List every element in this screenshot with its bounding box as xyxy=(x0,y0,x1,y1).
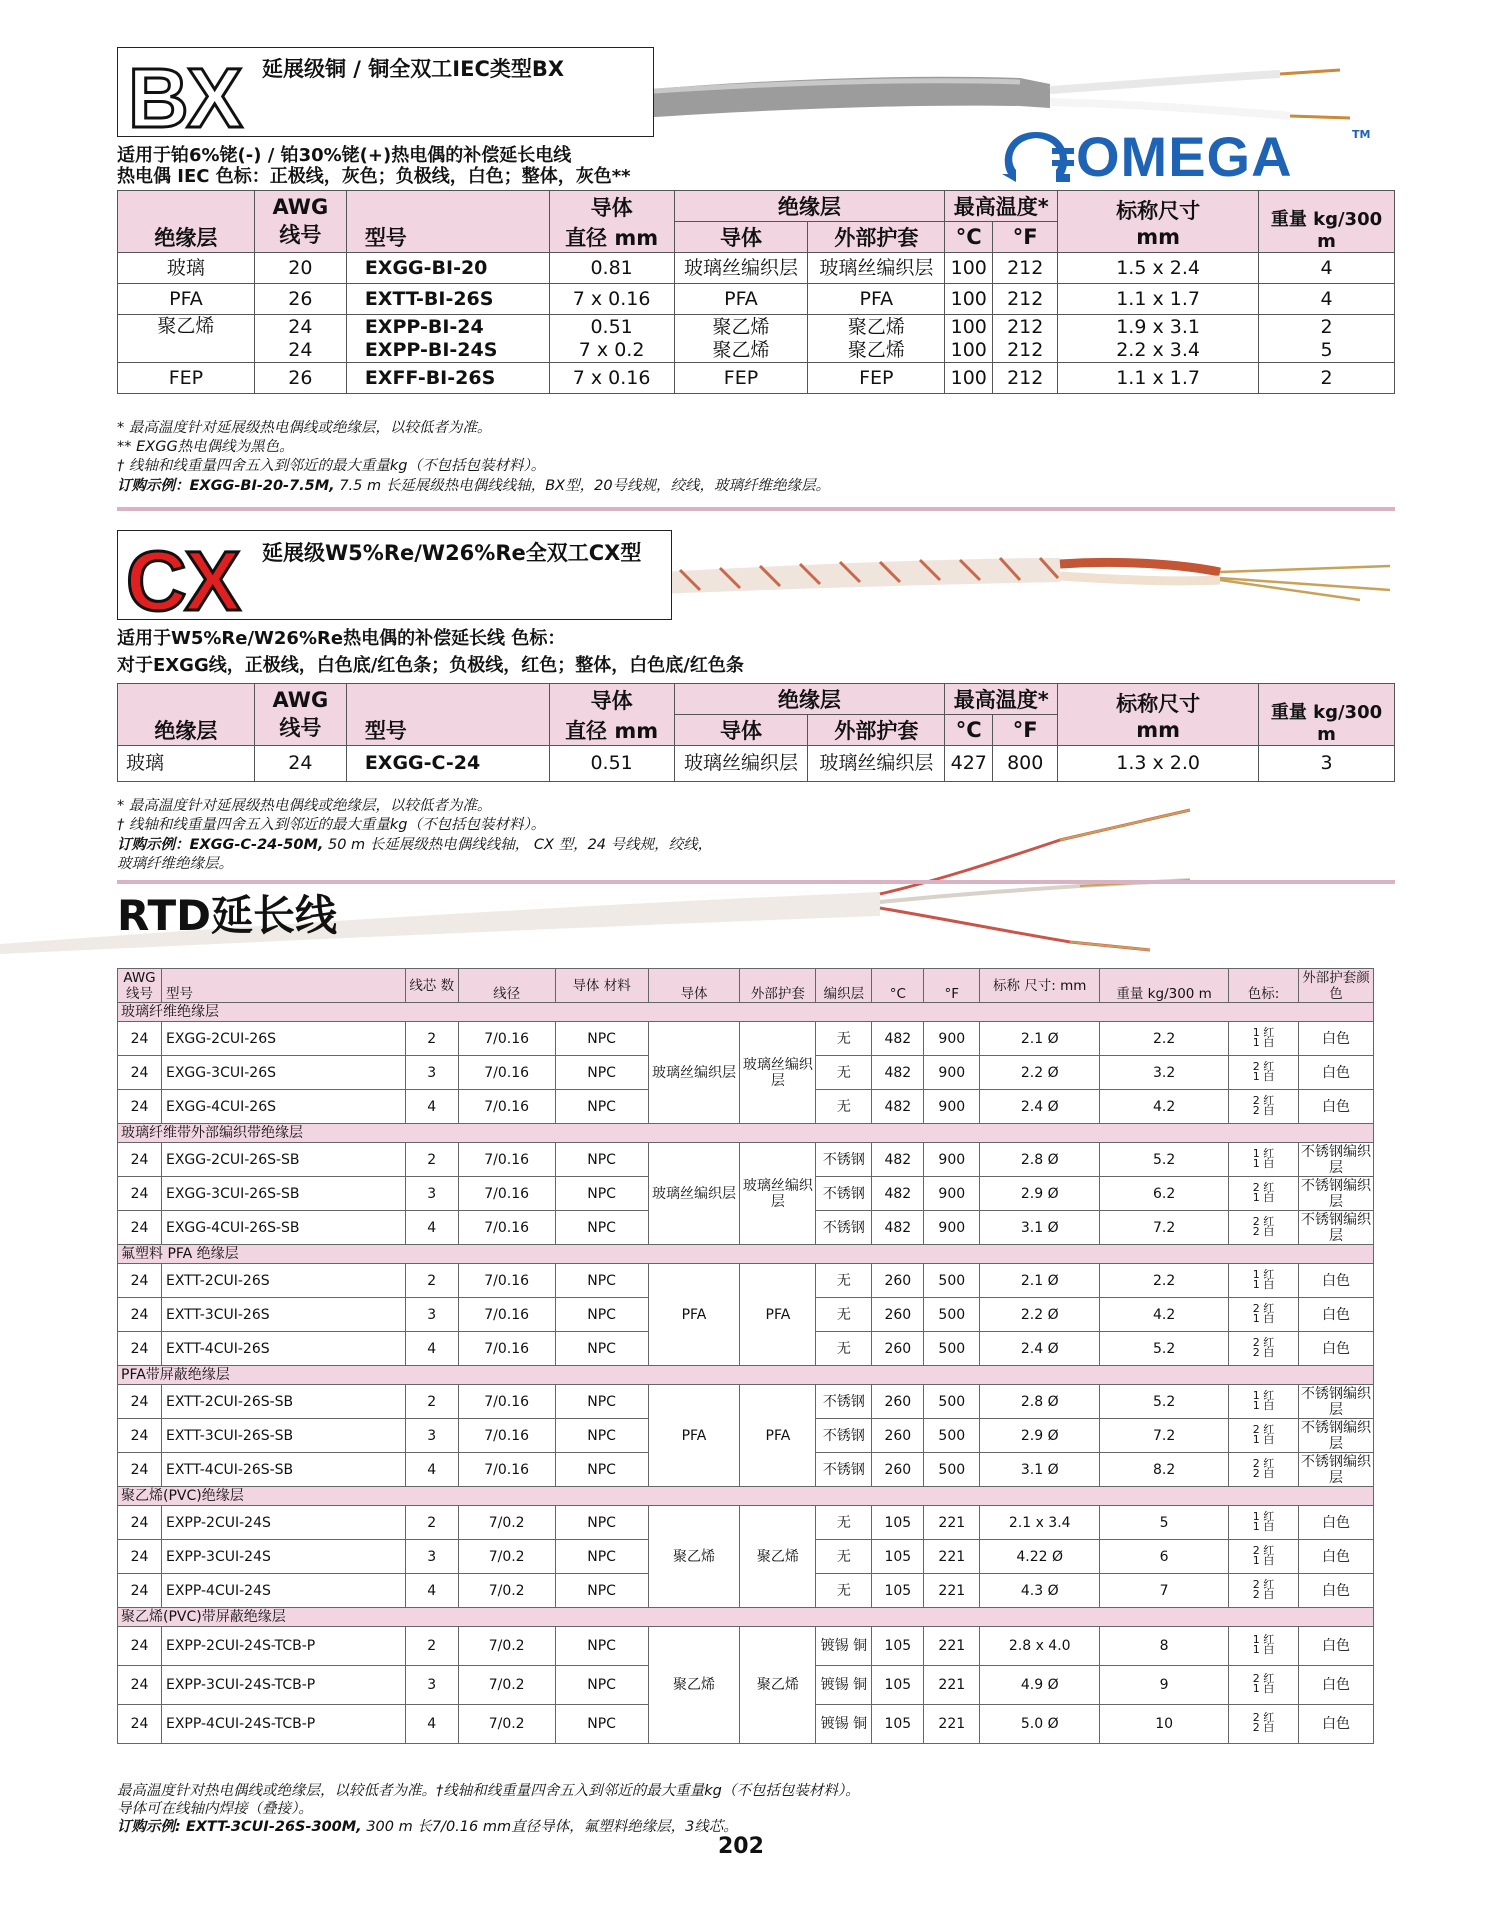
rtd-h-model: 型号 xyxy=(161,969,405,1003)
cx-divider xyxy=(117,880,1395,884)
rtd-group-row xyxy=(118,1124,1374,1143)
table-row: 24 EXTT-2CUI-26S 2 7/0.16 NPC PFA PFA 无 260 500 2.1 Ø 2.2 1 红 1 白 白色 xyxy=(118,1264,1374,1298)
cx-spec-table xyxy=(117,683,1395,782)
rtd-note-2: 导体可在线轴内焊接（叠接）。 xyxy=(117,1801,313,1817)
table-row: 24 EXTT-2CUI-26S-SB 2 7/0.16 NPC PFA PFA 不锈钢 260 500 2.8 Ø 5.2 1 红 1 白 不锈钢编织层 xyxy=(118,1385,1374,1419)
rtd-group-row xyxy=(118,1003,1374,1022)
cx-h-awg: AWG 线号 xyxy=(254,684,346,746)
table-row: 24 EXGG-4CUI-26S 4 7/0.16 NPC 无 482 900 2.4 Ø 4.2 2 红 2 白 白色 xyxy=(118,1090,1374,1124)
rtd-group-label: 玻璃纤维带外部编织带绝缘层 xyxy=(118,1124,1374,1143)
rtd-h-outer: 外部护套 xyxy=(740,969,816,1003)
table-row: 24 EXPP-3CUI-24S-TCB-P 3 7/0.2 NPC 镀锡 铜 105 221 4.9 Ø 9 2 红 1 白 白色 xyxy=(118,1666,1374,1705)
rtd-group-label: 氟塑料 PFA 绝缘层 xyxy=(118,1245,1374,1264)
rtd-h-condmat: 导体 材料 xyxy=(555,969,648,1003)
cx-h-ins-group: 绝缘层 xyxy=(674,684,945,715)
bx-desc-1: 适用于铂6%铑(-) / 铂30%铑(+)热电偶的补偿延长电线 xyxy=(117,145,572,166)
rtd-h-cond: 导体 xyxy=(648,969,740,1003)
bx-h-ins-group: 绝缘层 xyxy=(674,191,945,222)
omega-logo xyxy=(1000,125,1380,188)
rtd-h-jacket: 外部护套颜 色 xyxy=(1299,969,1374,1003)
cx-title: 延展级W5%Re/W26%Re全双工CX型 xyxy=(262,541,642,565)
rtd-h-c: °C xyxy=(872,969,924,1003)
rtd-group-row xyxy=(118,1245,1374,1264)
rtd-group-row xyxy=(118,1366,1374,1385)
bx-h-awg: AWG 线号 xyxy=(254,191,346,253)
page-number: 202 xyxy=(718,1834,764,1859)
rtd-group-label: PFA带屏蔽绝缘层 xyxy=(118,1366,1374,1385)
cx-h-maxtemp: 最高温度* xyxy=(945,684,1058,715)
rtd-group-label: 玻璃纤维绝缘层 xyxy=(118,1003,1374,1022)
cx-desc-1: 适用于W5%Re/W26%Re热电偶的补偿延长线 色标： xyxy=(117,628,566,649)
rtd-order-example: 订购示例: EXTT-3CUI-26S-300M, 300 m 长7/0.16 mm直径导体，氟塑料绝缘层，3线芯。 xyxy=(117,1819,738,1835)
bx-spec-table xyxy=(117,190,1395,394)
cx-h-insulation: 绝缘层 xyxy=(118,684,255,746)
cx-cable-image xyxy=(660,530,1400,610)
table-row: 24 EXPP-2CUI-24S 2 7/0.2 NPC 聚乙烯 聚乙烯 无 105 221 2.1 x 3.4 5 1 红 1 白 白色 xyxy=(118,1506,1374,1540)
omega-logo-text: OMEGA xyxy=(1076,125,1293,188)
table-row: FEP 26 EXFF-BI-26S 7 x 0.16 FEP FEP 100 212 1.1 x 1.7 2 xyxy=(118,363,1395,394)
rtd-h-weight: 重量 kg/300 m xyxy=(1100,969,1229,1003)
bx-h-conductor: 导体 直径 mm xyxy=(549,191,674,253)
table-row: PFA 26 EXTT-BI-26S 7 x 0.16 PFA PFA 100 212 1.1 x 1.7 4 xyxy=(118,284,1395,315)
bx-title: 延展级铜 / 铜全双工IEC类型BX xyxy=(262,57,565,81)
bx-note-3: † 线轴和线重量四舍五入到邻近的最大重量kg（不包括包装材料）。 xyxy=(117,458,546,474)
omega-tm: TM xyxy=(1352,128,1371,141)
bx-divider xyxy=(117,507,1395,511)
rtd-h-color: 色标: xyxy=(1229,969,1299,1003)
cx-note-2: † 线轴和线重量四舍五入到邻近的最大重量kg（不包括包装材料）。 xyxy=(117,817,546,833)
table-row: 24 EXGG-2CUI-26S-SB 2 7/0.16 NPC 玻璃丝编织层 玻璃丝编织层 不锈钢 482 900 2.8 Ø 5.2 1 红 1 白 不锈钢编织层 xyxy=(118,1143,1374,1177)
rtd-h-strand: 线径 xyxy=(458,969,555,1003)
rtd-group-label: 聚乙烯(PVC)绝缘层 xyxy=(118,1487,1374,1506)
cx-header-box xyxy=(117,530,672,628)
cx-code: CX xyxy=(126,534,239,628)
rtd-h-cores: 线芯 数 xyxy=(405,969,458,1003)
rtd-h-braid: 编织层 xyxy=(816,969,872,1003)
bx-note-2: ** EXGG热电偶线为黑色。 xyxy=(117,439,294,455)
table-row: 24 EXGG-4CUI-26S-SB 4 7/0.16 NPC 不锈钢 482 900 3.1 Ø 7.2 2 红 2 白 不锈钢编织层 xyxy=(118,1211,1374,1245)
bx-header-box xyxy=(117,47,654,145)
bx-h-ins-outer: 外部护套 xyxy=(808,222,945,253)
bx-order-example: 订购示例：EXGG-BI-20-7.5M, 7.5 m 长延展级热电偶线线轴，BX型，20号线规，绞线，玻璃纤维绝缘层。 xyxy=(117,478,831,494)
bx-code: BX xyxy=(128,51,241,145)
cx-h-size: 标称尺寸 mm xyxy=(1058,684,1259,746)
bx-h-maxtemp: 最高温度* xyxy=(945,191,1058,222)
cx-h-ins-outer: 外部护套 xyxy=(808,715,945,746)
cx-h-f: °F xyxy=(993,715,1058,746)
cx-order-example: 订购示例：EXGG-C-24-50M, 50 m 长延展级热电偶线线轴， CX 型，24 号线规，绞线， xyxy=(117,837,713,853)
bx-h-size: 标称尺寸 mm xyxy=(1058,191,1259,253)
table-row: 24 EXPP-4CUI-24S-TCB-P 4 7/0.2 NPC 镀锡 铜 105 221 5.0 Ø 10 2 红 2 白 白色 xyxy=(118,1705,1374,1744)
cx-order-example-2: 玻璃纤维绝缘层。 xyxy=(117,856,233,872)
bx-desc-2: 热电偶 IEC 色标：正极线，灰色；负极线，白色；整体，灰色** xyxy=(117,166,631,187)
bx-h-f: °F xyxy=(993,222,1058,253)
bx-note-1: * 最高温度针对延展级热电偶线或绝缘层，以较低者为准。 xyxy=(117,420,492,436)
cx-h-conductor: 导体 直径 mm xyxy=(549,684,674,746)
rtd-spec-table xyxy=(117,968,1374,1744)
table-row: 24 EXTT-3CUI-26S 3 7/0.16 NPC 无 260 500 2.2 Ø 4.2 2 红 1 白 白色 xyxy=(118,1298,1374,1332)
table-row: 玻璃 24 EXGG-C-24 0.51 玻璃丝编织层 玻璃丝编织层 427 800 1.3 x 2.0 3 xyxy=(118,746,1395,782)
table-row: 24 EXTT-3CUI-26S-SB 3 7/0.16 NPC 不锈钢 260 500 2.9 Ø 7.2 2 红 1 白 不锈钢编织层 xyxy=(118,1419,1374,1453)
cx-h-c: °C xyxy=(945,715,993,746)
rtd-group-label: 聚乙烯(PVC)带屏蔽绝缘层 xyxy=(118,1608,1374,1627)
table-row: 24 EXGG-3CUI-26S 3 7/0.16 NPC 无 482 900 2.2 Ø 3.2 2 红 1 白 白色 xyxy=(118,1056,1374,1090)
bx-h-insulation: 绝缘层 xyxy=(118,191,255,253)
cx-desc-2: 对于EXGG线，正极线，白色底/红色条；负极线，红色；整体，白色底/红色条 xyxy=(117,655,744,676)
table-row: 24 EXPP-3CUI-24S 3 7/0.2 NPC 无 105 221 4.22 Ø 6 2 红 1 白 白色 xyxy=(118,1540,1374,1574)
table-row: 玻璃 20 EXGG-BI-20 0.81 玻璃丝编织层 玻璃丝编织层 100 212 1.5 x 2.4 4 xyxy=(118,253,1395,284)
rtd-group-row xyxy=(118,1608,1374,1627)
table-row: 24 EXGG-2CUI-26S 2 7/0.16 NPC 玻璃丝编织层 玻璃丝编织层 无 482 900 2.1 Ø 2.2 1 红 1 白 白色 xyxy=(118,1022,1374,1056)
bx-h-weight: 重量 kg/300 m xyxy=(1259,191,1395,253)
bx-cable-image xyxy=(640,40,1360,120)
rtd-title: RTD延长线 xyxy=(117,891,337,940)
table-row: 24 EXTT-4CUI-26S-SB 4 7/0.16 NPC 不锈钢 260 500 3.1 Ø 8.2 2 红 2 白 不锈钢编织层 xyxy=(118,1453,1374,1487)
rtd-note-1: 最高温度针对热电偶线或绝缘层，以较低者为准。†线轴和线重量四舍五入到邻近的最大重量kg（不包括包装材料）。 xyxy=(117,1783,860,1799)
rtd-h-size: 标称 尺寸: mm xyxy=(980,969,1100,1003)
table-row: 聚乙烯 24 24 EXPP-BI-24 EXPP-BI-24S 0.51 7 x 0.2 聚乙烯 聚乙烯 聚乙烯 聚乙烯 100 100 212 212 1.9 x 3.1 2.2 x 3.4 2 5 xyxy=(118,315,1395,363)
table-row: 24 EXPP-2CUI-24S-TCB-P 2 7/0.2 NPC 聚乙烯 聚乙烯 镀锡 铜 105 221 2.8 x 4.0 8 1 红 1 白 白色 xyxy=(118,1627,1374,1666)
rtd-h-f: °F xyxy=(924,969,980,1003)
bx-h-ins-cond: 导体 xyxy=(674,222,808,253)
bx-h-c: °C xyxy=(945,222,993,253)
cx-h-model: 型号 xyxy=(346,684,549,746)
table-row: 24 EXGG-3CUI-26S-SB 3 7/0.16 NPC 不锈钢 482 900 2.9 Ø 6.2 2 红 1 白 不锈钢编织层 xyxy=(118,1177,1374,1211)
cx-note-1: * 最高温度针对延展级热电偶线或绝缘层，以较低者为准。 xyxy=(117,798,492,814)
cx-h-ins-cond: 导体 xyxy=(674,715,808,746)
rtd-h-awg: AWG 线号 xyxy=(118,969,162,1003)
bx-h-model: 型号 xyxy=(346,191,549,253)
rtd-group-row xyxy=(118,1487,1374,1506)
cx-h-weight: 重量 kg/300 m xyxy=(1259,684,1395,746)
table-row: 24 EXTT-4CUI-26S 4 7/0.16 NPC 无 260 500 2.4 Ø 5.2 2 红 2 白 白色 xyxy=(118,1332,1374,1366)
table-row: 24 EXPP-4CUI-24S 4 7/0.2 NPC 无 105 221 4.3 Ø 7 2 红 2 白 白色 xyxy=(118,1574,1374,1608)
